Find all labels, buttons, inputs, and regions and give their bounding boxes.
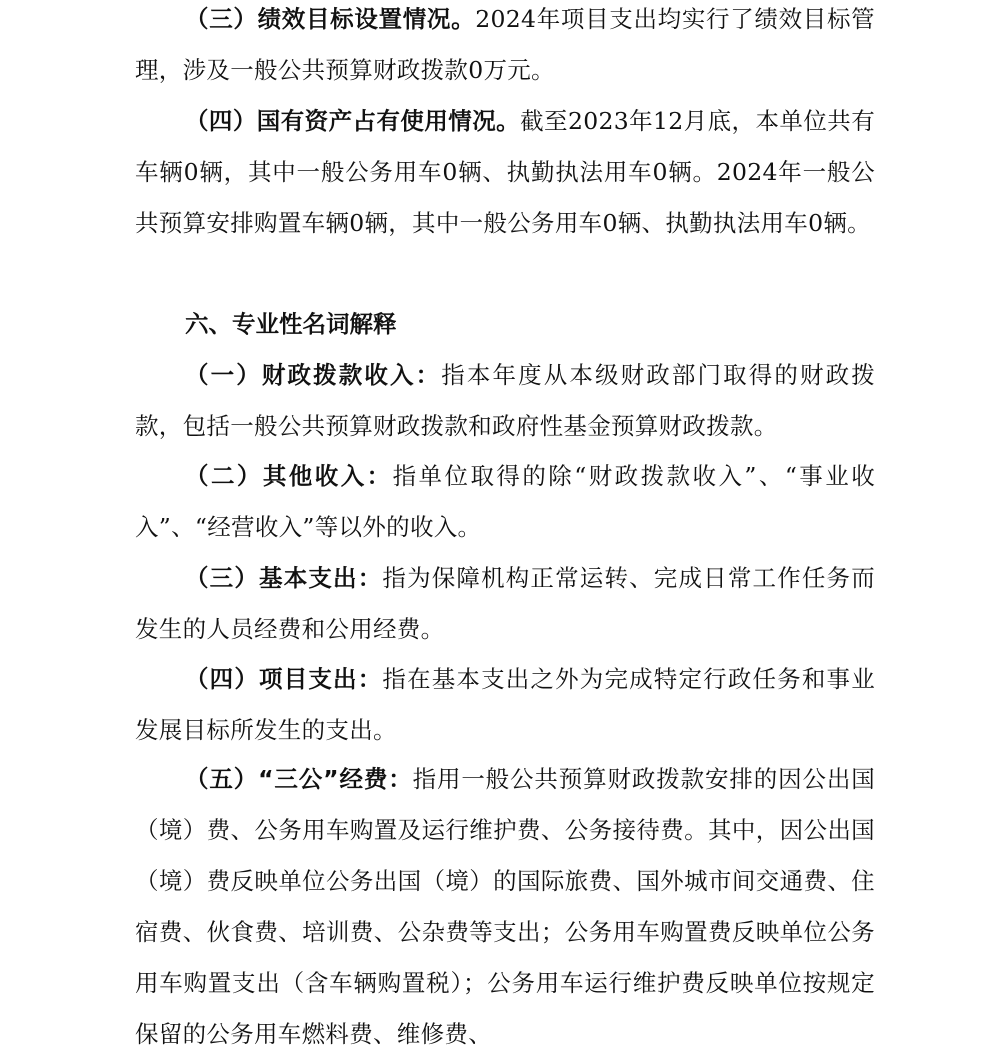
paragraph-body: 指用一般公共预算财政拨款安排的因公出国（境）费、公务用车购置及运行维护费、公务接待费。其中，因公出国（境）费反映单位公务出国（境）的国际旅费、国外城市间交通费、住宿费、伙食费、培训费、公杂费等支出；公务用车购置费反映单位公务用车购置支出（含车辆购置税）；公务用车运行维护费反映单位按规定保留的公务用车燃料费、维修费、 xyxy=(135,765,876,1048)
paragraph-body: 截至2023年12月底，本单位共有车辆0辆，其中一般公务用车0辆、执勤执法用车0辆。2024年一般公共预算安排购置车辆0辆，其中一般公务用车0辆、执勤执法用车0辆。 xyxy=(135,107,875,237)
paragraph-fiscal-income xyxy=(135,350,875,452)
paragraph-body: 指本年度从本级财政部门取得的财政拨款，包括一般公共预算财政拨款和政府性基金预算财政拨款。 xyxy=(135,361,875,440)
paragraph-project-expenditure xyxy=(135,654,875,756)
paragraph-lead: （五）“三公”经费： xyxy=(185,765,413,793)
paragraph-lead: （四）国有资产占有使用情况。 xyxy=(185,107,521,135)
paragraph-three-public-expenses xyxy=(135,754,875,1060)
paragraph-body: 指在基本支出之外为完成特定行政任务和事业发展目标所发生的支出。 xyxy=(135,665,875,744)
paragraph-state-assets xyxy=(135,96,875,249)
paragraph-body: 指为保障机构正常运转、完成日常工作任务而发生的人员经费和公用经费。 xyxy=(135,564,875,643)
section-heading: 六、专业性名词解释 xyxy=(185,310,397,338)
paragraph-body: 2024年项目支出均实行了绩效目标管理，涉及一般公共预算财政拨款0万元。 xyxy=(135,5,875,84)
paragraph-lead: （四）项目支出： xyxy=(185,665,383,693)
paragraph-basic-expenditure xyxy=(135,553,875,655)
paragraph-body: 指单位取得的除“财政拨款收入”、“事业收入”、“经营收入”等以外的收入。 xyxy=(135,462,875,541)
paragraph-other-income xyxy=(135,451,875,553)
paragraph-lead: （一）财政拨款收入： xyxy=(185,361,442,389)
paragraph-lead: （三）基本支出： xyxy=(185,564,383,592)
paragraph-lead: （二）其他收入： xyxy=(185,462,393,490)
paragraph-performance-targets xyxy=(135,0,875,96)
paragraph-lead: （三）绩效目标设置情况。 xyxy=(185,5,476,33)
